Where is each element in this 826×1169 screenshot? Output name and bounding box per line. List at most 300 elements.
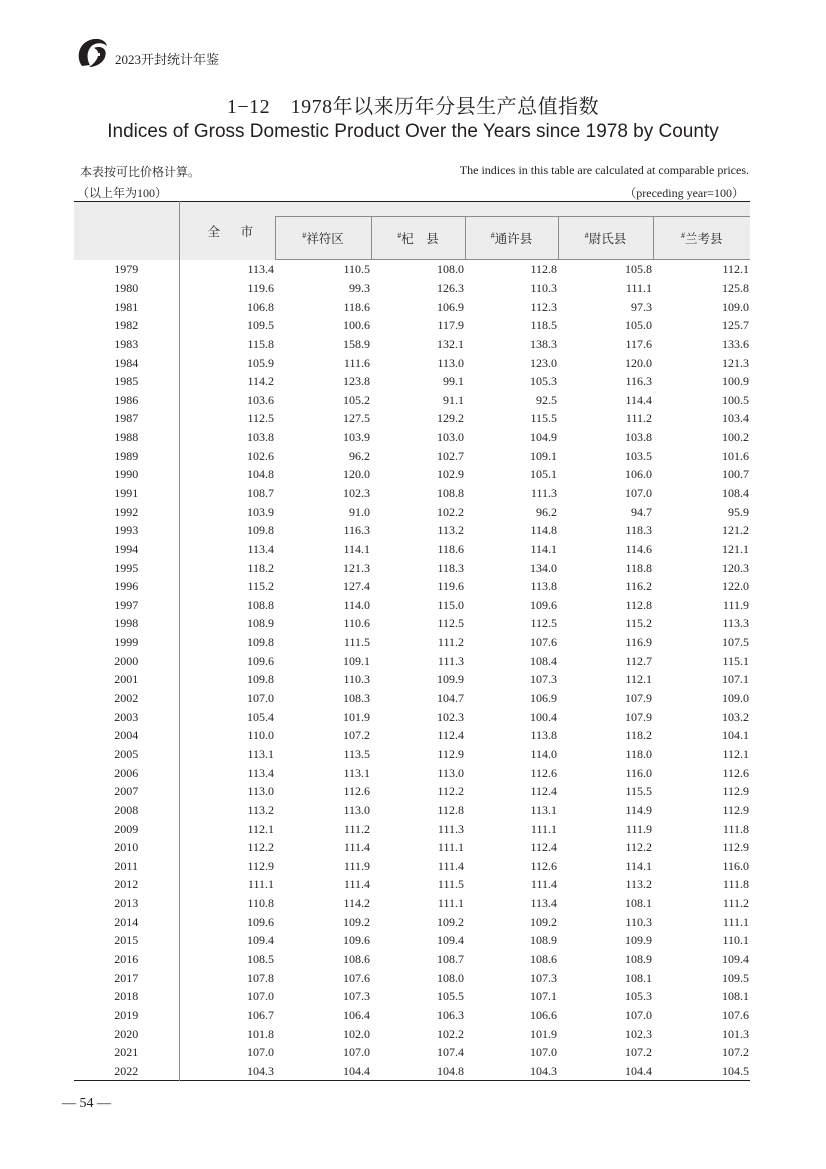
table-row — [74, 614, 750, 633]
year-cell: 1988 — [74, 428, 179, 447]
year-cell: 1995 — [74, 558, 179, 577]
index-value-cell: 112.5 — [530, 616, 557, 631]
index-value-cell: 114.1 — [343, 541, 370, 556]
index-value-cell: 108.0 — [437, 262, 464, 277]
index-value-cell: 105.0 — [625, 318, 652, 333]
index-value-cell: 113.5 — [343, 746, 370, 761]
index-value-cell: 92.5 — [536, 392, 557, 407]
year-cell: 2002 — [74, 689, 179, 708]
year-cell: 1991 — [74, 484, 179, 503]
index-value-cell: 101.9 — [343, 709, 370, 724]
year-cell: 1983 — [74, 335, 179, 354]
index-value-cell: 95.9 — [728, 504, 749, 519]
table-row — [74, 763, 750, 782]
note-cn: 本表按可比价格计算。 — [80, 165, 201, 179]
index-value-cell: 110.0 — [247, 728, 274, 743]
index-value-cell: 91.1 — [443, 392, 464, 407]
index-value-cell: 158.9 — [343, 336, 370, 351]
index-value-cell: 109.0 — [722, 299, 749, 314]
index-value-cell: 106.4 — [343, 1007, 370, 1022]
index-value-cell: 113.3 — [722, 616, 749, 631]
year-cell: 2019 — [74, 1006, 179, 1025]
index-value-cell: 111.5 — [343, 635, 370, 650]
index-value-cell: 118.3 — [437, 560, 464, 575]
index-value-cell: 115.0 — [437, 597, 464, 612]
index-value-cell: 121.3 — [722, 355, 749, 370]
index-value-cell: 109.4 — [437, 933, 464, 948]
index-value-cell: 112.6 — [722, 765, 749, 780]
table-row — [74, 670, 750, 689]
year-cell: 2009 — [74, 819, 179, 838]
index-value-cell: 108.3 — [343, 691, 370, 706]
county-header — [465, 217, 558, 260]
index-value-cell: 112.4 — [530, 784, 557, 799]
table-row — [74, 596, 750, 615]
year-cell: 1982 — [74, 316, 179, 335]
index-value-cell: 116.9 — [625, 635, 652, 650]
county-mark: # — [680, 231, 685, 240]
index-value-cell: 111.4 — [437, 858, 464, 873]
index-value-cell: 123.0 — [530, 355, 557, 370]
index-value-cell: 107.6 — [343, 970, 370, 985]
county-header-label: 尉氏县 — [588, 232, 627, 246]
index-value-cell: 102.2 — [437, 1026, 464, 1041]
index-value-cell: 113.4 — [530, 896, 557, 911]
index-value-cell: 111.1 — [625, 280, 652, 295]
index-value-cell: 113.4 — [247, 262, 274, 277]
year-cell: 2011 — [74, 857, 179, 876]
index-value-cell: 112.1 — [247, 821, 274, 836]
index-value-cell: 111.9 — [722, 597, 749, 612]
index-value-cell: 120.3 — [722, 560, 749, 575]
index-value-cell: 111.2 — [722, 896, 749, 911]
table-row — [74, 335, 750, 354]
index-value-cell: 107.1 — [530, 989, 557, 1004]
index-value-cell: 107.8 — [247, 970, 274, 985]
index-value-cell: 116.3 — [625, 374, 652, 389]
index-value-cell: 107.6 — [530, 635, 557, 650]
year-cell: 2022 — [74, 1062, 179, 1081]
index-value-cell: 111.1 — [722, 914, 749, 929]
index-value-cell: 107.6 — [722, 1007, 749, 1022]
index-value-cell: 111.4 — [343, 840, 370, 855]
index-value-cell: 113.1 — [343, 765, 370, 780]
index-value-cell: 109.1 — [530, 448, 557, 463]
index-value-cell: 127.5 — [343, 411, 370, 426]
table-row — [74, 577, 750, 596]
index-value-cell: 107.9 — [625, 691, 652, 706]
index-value-cell: 109.1 — [343, 653, 370, 668]
table-row — [74, 819, 750, 838]
table-row — [74, 689, 750, 708]
index-value-cell: 134.0 — [530, 560, 557, 575]
index-value-cell: 114.9 — [625, 802, 652, 817]
index-value-cell: 112.6 — [530, 858, 557, 873]
index-value-cell: 107.4 — [437, 1045, 464, 1060]
index-value-cell: 106.0 — [625, 467, 652, 482]
index-value-cell: 112.9 — [247, 858, 274, 873]
note-en: The indices in this table are calculated at comparable prices. — [459, 163, 749, 177]
year-cell: 1994 — [74, 540, 179, 559]
index-value-cell: 111.2 — [343, 821, 370, 836]
index-value-cell: 100.6 — [343, 318, 370, 333]
index-value-cell: 112.7 — [625, 653, 652, 668]
year-cell: 1987 — [74, 409, 179, 428]
year-cell: 2010 — [74, 838, 179, 857]
index-value-cell: 113.2 — [247, 802, 274, 817]
index-value-cell: 119.6 — [437, 579, 464, 594]
table-row — [74, 1024, 750, 1043]
index-value-cell: 118.6 — [437, 541, 464, 556]
index-value-cell: 106.7 — [247, 1007, 274, 1022]
index-value-cell: 94.7 — [631, 504, 652, 519]
index-value-cell: 117.6 — [625, 336, 652, 351]
index-value-cell: 108.8 — [247, 597, 274, 612]
index-value-cell: 114.0 — [343, 597, 370, 612]
table-row — [74, 484, 750, 503]
table-row — [74, 651, 750, 670]
index-value-cell: 118.2 — [625, 728, 652, 743]
index-value-cell: 108.9 — [247, 616, 274, 631]
index-value-cell: 100.2 — [722, 430, 749, 445]
table-row — [74, 801, 750, 820]
book-title: 2023开封统计年鉴 — [115, 52, 220, 67]
index-value-cell: 105.4 — [247, 709, 274, 724]
table-row — [74, 633, 750, 652]
index-value-cell: 101.3 — [722, 1026, 749, 1041]
index-value-cell: 117.9 — [437, 318, 464, 333]
index-value-cell: 96.2 — [349, 448, 370, 463]
index-value-cell: 109.6 — [343, 933, 370, 948]
header-row-top — [74, 202, 750, 217]
table-row — [74, 558, 750, 577]
index-value-cell: 107.1 — [722, 672, 749, 687]
table-row — [74, 1006, 750, 1025]
year-cell: 1999 — [74, 633, 179, 652]
table-row — [74, 279, 750, 298]
year-cell: 2003 — [74, 707, 179, 726]
index-value-cell: 108.9 — [530, 933, 557, 948]
index-value-cell: 107.3 — [530, 970, 557, 985]
year-cell: 2020 — [74, 1024, 179, 1043]
index-value-cell: 112.1 — [722, 262, 749, 277]
index-value-cell: 116.2 — [625, 579, 652, 594]
yearbook-logo-icon — [74, 36, 110, 70]
county-header-label: 杞 县 — [401, 232, 439, 246]
table-row — [74, 894, 750, 913]
index-value-cell: 106.6 — [530, 1007, 557, 1022]
table-row — [74, 726, 750, 745]
year-cell: 1989 — [74, 446, 179, 465]
index-value-cell: 114.1 — [625, 858, 652, 873]
index-value-cell: 107.0 — [625, 1007, 652, 1022]
index-value-cell: 107.2 — [343, 728, 370, 743]
year-cell: 2016 — [74, 950, 179, 969]
index-value-cell: 133.6 — [722, 336, 749, 351]
index-value-cell: 112.8 — [625, 597, 652, 612]
index-value-cell: 109.9 — [625, 933, 652, 948]
index-value-cell: 91.0 — [349, 504, 370, 519]
index-value-cell: 112.1 — [625, 672, 652, 687]
index-value-cell: 102.7 — [437, 448, 464, 463]
index-value-cell: 113.0 — [343, 802, 370, 817]
index-value-cell: 104.4 — [343, 1063, 370, 1078]
index-value-cell: 104.3 — [530, 1063, 557, 1078]
index-value-cell: 111.4 — [343, 877, 370, 892]
index-value-cell: 113.0 — [437, 355, 464, 370]
table-row — [74, 745, 750, 764]
index-value-cell: 113.2 — [437, 523, 464, 538]
index-value-cell: 121.3 — [343, 560, 370, 575]
index-value-cell: 112.9 — [437, 746, 464, 761]
index-value-cell: 112.6 — [343, 784, 370, 799]
county-header — [653, 217, 750, 260]
index-value-cell: 114.0 — [530, 746, 557, 761]
index-value-cell: 113.4 — [247, 765, 274, 780]
table-title-cn: 1−12 1978年以来历年分县生产总值指数 — [226, 96, 600, 118]
unit-note-cn: （以上年为100） — [77, 186, 168, 200]
year-cell: 1997 — [74, 596, 179, 615]
index-value-cell: 108.1 — [625, 896, 652, 911]
table-row — [74, 390, 750, 409]
index-value-cell: 107.9 — [625, 709, 652, 724]
index-value-cell: 110.8 — [247, 896, 274, 911]
table-row — [74, 297, 750, 316]
index-value-cell: 103.9 — [343, 430, 370, 445]
index-value-cell: 107.0 — [625, 486, 652, 500]
year-cell: 2012 — [74, 875, 179, 894]
index-value-cell: 111.8 — [722, 821, 749, 836]
index-value-cell: 107.3 — [530, 672, 557, 687]
index-value-cell: 112.4 — [530, 840, 557, 855]
county-mark: # — [490, 231, 495, 240]
county-mark: # — [397, 231, 402, 240]
index-value-cell: 103.2 — [722, 709, 749, 724]
index-value-cell: 113.0 — [437, 765, 464, 780]
index-value-cell: 112.1 — [722, 746, 749, 761]
index-value-cell: 103.9 — [247, 504, 274, 519]
year-cell: 2013 — [74, 894, 179, 913]
table-row — [74, 353, 750, 372]
index-value-cell: 107.0 — [247, 989, 274, 1004]
index-value-cell: 115.8 — [247, 336, 274, 351]
index-value-cell: 132.1 — [437, 336, 464, 351]
index-value-cell: 103.6 — [247, 392, 274, 407]
year-cell: 2000 — [74, 651, 179, 670]
index-value-cell: 112.4 — [437, 728, 464, 743]
index-value-cell: 107.5 — [722, 635, 749, 650]
index-value-cell: 118.6 — [343, 299, 370, 314]
year-cell: 1993 — [74, 521, 179, 540]
table-row — [74, 707, 750, 726]
index-value-cell: 127.4 — [343, 579, 370, 594]
index-value-cell: 112.6 — [530, 765, 557, 780]
index-value-cell: 114.4 — [625, 392, 652, 407]
table-row — [74, 502, 750, 521]
index-value-cell: 103.0 — [437, 430, 464, 445]
index-value-cell: 110.1 — [722, 933, 749, 948]
index-value-cell: 109.8 — [247, 523, 274, 538]
table-row — [74, 316, 750, 335]
index-value-cell: 110.3 — [625, 914, 652, 929]
index-value-cell: 104.4 — [625, 1063, 652, 1078]
index-value-cell: 110.3 — [343, 672, 370, 687]
index-value-cell: 113.8 — [530, 579, 557, 594]
index-value-cell: 110.6 — [343, 616, 370, 631]
index-value-cell: 111.9 — [625, 821, 652, 836]
index-value-cell: 115.5 — [625, 784, 652, 799]
county-group-header — [275, 202, 750, 217]
county-header — [371, 217, 465, 260]
index-value-cell: 108.7 — [247, 486, 274, 500]
index-value-cell: 112.2 — [247, 840, 274, 855]
index-value-cell: 108.9 — [625, 952, 652, 967]
index-value-cell: 111.1 — [437, 896, 464, 911]
index-value-cell: 111.3 — [530, 486, 557, 500]
index-value-cell: 101.8 — [247, 1026, 274, 1041]
page-number: — 54 — — [62, 1096, 111, 1111]
index-value-cell: 114.6 — [625, 541, 652, 556]
year-cell: 1986 — [74, 390, 179, 409]
index-value-cell: 111.1 — [437, 840, 464, 855]
index-value-cell: 108.8 — [437, 486, 464, 500]
index-value-cell: 105.1 — [530, 467, 557, 482]
index-value-cell: 105.9 — [247, 355, 274, 370]
index-value-cell: 118.2 — [247, 560, 274, 575]
index-value-cell: 109.4 — [722, 952, 749, 967]
index-value-cell: 112.9 — [722, 802, 749, 817]
index-value-cell: 110.3 — [530, 280, 557, 295]
table-row — [74, 409, 750, 428]
index-value-cell: 123.8 — [343, 374, 370, 389]
index-value-cell: 109.2 — [437, 914, 464, 929]
index-value-cell: 113.8 — [530, 728, 557, 743]
index-value-cell: 115.2 — [625, 616, 652, 631]
index-value-cell: 108.1 — [722, 989, 749, 1004]
city-total-header: 全 市 — [179, 202, 275, 260]
index-value-cell: 107.0 — [530, 1045, 557, 1060]
index-value-cell: 111.2 — [437, 635, 464, 650]
index-value-cell: 113.1 — [530, 802, 557, 817]
index-value-cell: 122.0 — [722, 579, 749, 594]
index-value-cell: 113.4 — [247, 541, 274, 556]
index-value-cell: 108.5 — [247, 952, 274, 967]
index-value-cell: 105.3 — [530, 374, 557, 389]
index-value-cell: 100.9 — [722, 374, 749, 389]
index-value-cell: 111.6 — [343, 355, 370, 370]
index-value-cell: 138.3 — [530, 336, 557, 351]
index-value-cell: 103.5 — [625, 448, 652, 463]
year-header-cell — [74, 202, 179, 260]
index-value-cell: 105.8 — [625, 262, 652, 277]
index-value-cell: 104.1 — [722, 728, 749, 743]
index-value-cell: 111.4 — [530, 877, 557, 892]
table-row — [74, 446, 750, 465]
index-value-cell: 106.9 — [437, 299, 464, 314]
index-value-cell: 109.8 — [247, 635, 274, 650]
index-value-cell: 111.1 — [247, 877, 274, 892]
index-value-cell: 120.0 — [343, 467, 370, 482]
index-value-cell: 104.7 — [437, 691, 464, 706]
index-value-cell: 100.5 — [722, 392, 749, 407]
index-value-cell: 116.3 — [343, 523, 370, 538]
year-cell: 1990 — [74, 465, 179, 484]
index-value-cell: 102.3 — [625, 1026, 652, 1041]
index-value-cell: 119.6 — [247, 280, 274, 295]
year-cell: 1981 — [74, 297, 179, 316]
index-value-cell: 105.2 — [343, 392, 370, 407]
index-value-cell: 116.0 — [722, 858, 749, 873]
table-row — [74, 1043, 750, 1062]
index-value-cell: 112.8 — [530, 262, 557, 277]
index-value-cell: 107.0 — [343, 1045, 370, 1060]
index-value-cell: 115.2 — [247, 579, 274, 594]
table-row — [74, 1062, 750, 1081]
index-value-cell: 108.0 — [437, 970, 464, 985]
index-value-cell: 102.3 — [343, 486, 370, 500]
year-cell: 1979 — [74, 260, 179, 279]
index-value-cell: 129.2 — [437, 411, 464, 426]
index-value-cell: 107.2 — [625, 1045, 652, 1060]
index-value-cell: 114.2 — [247, 374, 274, 389]
year-cell: 2018 — [74, 987, 179, 1006]
index-value-cell: 121.2 — [722, 523, 749, 538]
index-value-cell: 111.3 — [437, 653, 464, 668]
index-value-cell: 112.9 — [722, 840, 749, 855]
year-cell: 2008 — [74, 801, 179, 820]
index-value-cell: 113.2 — [625, 877, 652, 892]
county-header-label: 祥符区 — [306, 232, 344, 246]
table-body — [74, 260, 750, 1081]
index-value-cell: 125.7 — [722, 318, 749, 333]
index-value-cell: 107.0 — [247, 1045, 274, 1060]
year-cell: 2017 — [74, 968, 179, 987]
table-row — [74, 857, 750, 876]
index-value-cell: 109.0 — [722, 691, 749, 706]
table-title-en: Indices of Gross Domestic Product Over the Years since 1978 by County — [107, 121, 719, 142]
index-value-cell: 111.2 — [625, 411, 652, 426]
index-value-cell: 118.8 — [625, 560, 652, 575]
index-value-cell: 112.3 — [530, 299, 557, 314]
county-header-label: 通许县 — [494, 232, 533, 246]
index-value-cell: 126.3 — [437, 280, 464, 295]
year-cell: 1996 — [74, 577, 179, 596]
year-cell: 2006 — [74, 763, 179, 782]
index-value-cell: 109.5 — [722, 970, 749, 985]
index-value-cell: 102.3 — [437, 709, 464, 724]
index-value-cell: 103.8 — [247, 430, 274, 445]
index-value-cell: 106.3 — [437, 1007, 464, 1022]
table-row — [74, 968, 750, 987]
year-cell: 2007 — [74, 782, 179, 801]
table-row — [74, 782, 750, 801]
index-value-cell: 101.6 — [722, 448, 749, 463]
index-value-cell: 112.5 — [247, 411, 274, 426]
index-value-cell: 108.4 — [530, 653, 557, 668]
index-value-cell: 109.9 — [437, 672, 464, 687]
year-cell: 2021 — [74, 1043, 179, 1062]
index-value-cell: 108.6 — [530, 952, 557, 967]
county-mark: # — [302, 231, 307, 240]
index-value-cell: 107.3 — [343, 989, 370, 1004]
index-value-cell: 125.8 — [722, 280, 749, 295]
index-value-cell: 121.1 — [722, 541, 749, 556]
index-value-cell: 111.8 — [722, 877, 749, 892]
index-value-cell: 103.8 — [625, 430, 652, 445]
index-value-cell: 120.0 — [625, 355, 652, 370]
index-value-cell: 103.4 — [722, 411, 749, 426]
index-value-cell: 102.6 — [247, 448, 274, 463]
